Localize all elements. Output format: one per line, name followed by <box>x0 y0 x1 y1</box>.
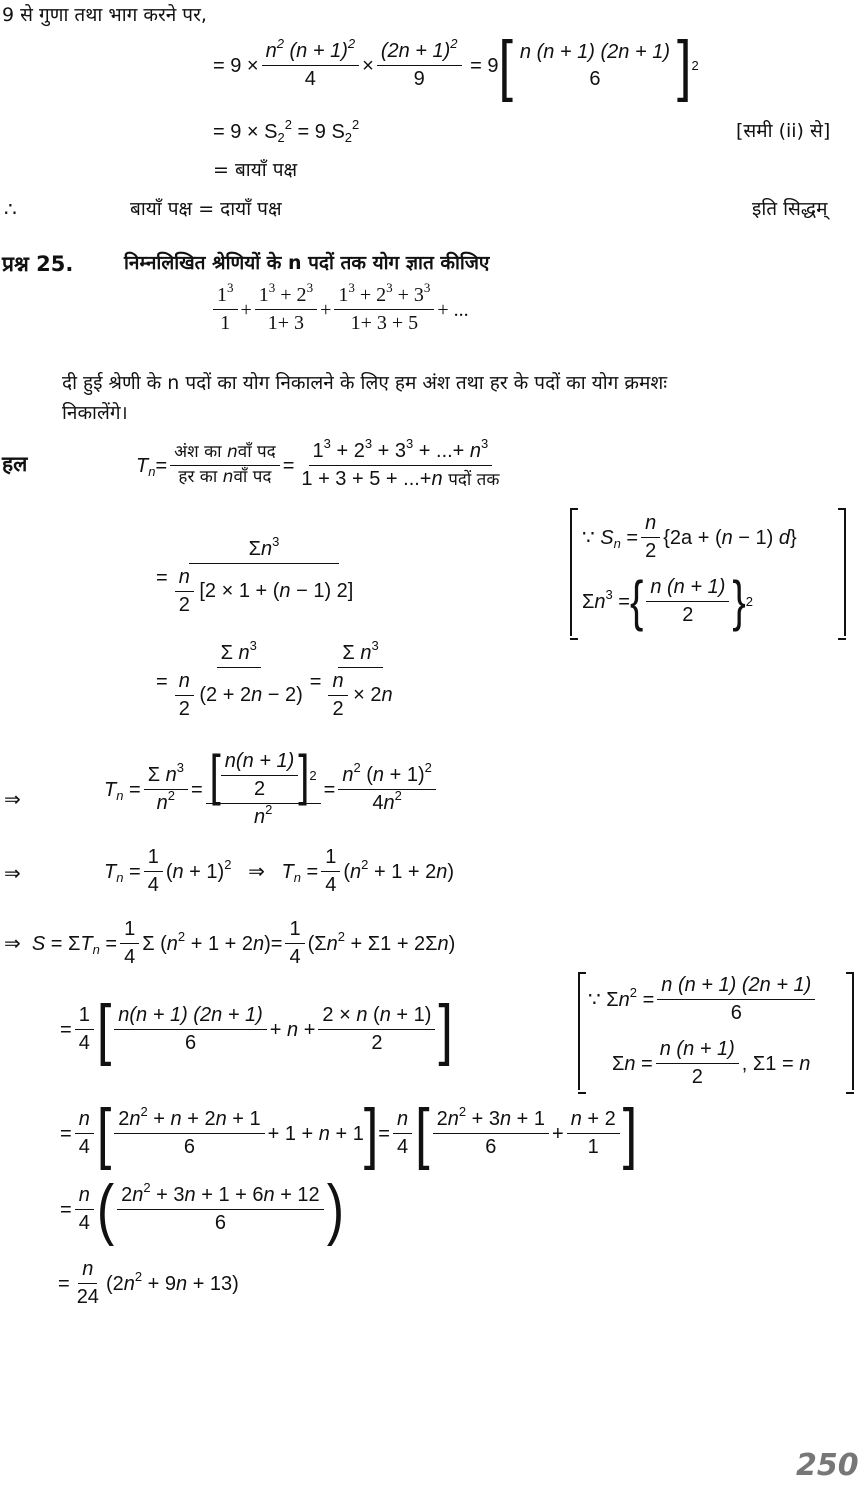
tn-definition: $T_n$ = अंश का nवाँ पद हर का nवाँ पद = $1^3 + 2^3 + 3^3$ + ...+ $n^3$ 1 + 3 + 5 + ...+n पदों तक <box>136 436 500 490</box>
intro-text: 9 से गुणा तथा भाग करने पर, <box>2 4 207 26</box>
step-1: = $\Sigma n^3$ $\frac{n}{2}$ [2 × 1 + (n − 1) 2] <box>156 534 354 616</box>
box1-line-1: ∵ $S_n$ = $\frac{n}{2}$ {2a + (n − 1) d} <box>582 512 797 562</box>
step-8: = $\frac{n}{4}$ ( $2n^2 + 3n + 1 + 6n + 12$ 6 ) <box>60 1171 345 1248</box>
conclusion-line: बायाँ पक्ष = दायाँ पक्ष <box>130 198 282 220</box>
step-7: = $\frac{n}{4}$ [ $2n^2 + n + 2n + 1$ 6 + 1 + n + 1 ] = $\frac{n}{4}$ [ $2n^2 + 3n + 1$ 6 + $\frac{n + 2}{1}$ ] <box>60 1095 638 1172</box>
equation-line-2: = $9 \times S_2^2 = 9$ $S_2^2$ <box>213 117 360 145</box>
box1-line-2: $\Sigma n^3$ = { n (n + 1) 2 } 2 <box>582 570 753 633</box>
therefore-symbol: ∴ <box>4 199 17 221</box>
step-4: $T_n$ = $\frac{1}{4}$ $(n + 1)^2$ ⇒ $T_n$ = $\frac{1}{4}$ $(n^2 + 1 + 2n)$ <box>104 846 455 896</box>
question-series: $1^3$ 1 + $\frac{1^3 + 2^3}{1+ 3}$ + $\frac{1^3 + 2^3 + 3^3}{1+ 3 + 5}$ + ... <box>210 284 469 335</box>
qed-note: इति सिद्धम् <box>752 198 828 220</box>
box2-line-2: Σn = $\frac{n (n + 1)}{2}$ , Σ1 = n <box>612 1038 811 1088</box>
step-3: $T_n$ = $\frac{\Sigma n^3}{n^2}$ = [ n(n + 1) 2 ] 2 $n^2$ = $\frac{n^2 (n + 1)^2}{4n^2}$ <box>104 750 439 829</box>
implies-arrow-2: ⇒ <box>4 863 21 885</box>
step-5: ⇒ $S = \Sigma T_n$ = $\frac{1}{4}$ Σ $(n^2 + 1 + 2n)=$ $\frac{1}{4}$ $(\Sigma n^2 + \Sigma 1 + 2\Sigma n)$ <box>4 918 456 968</box>
box2-line-1: ∵ $\Sigma n^2$ = $\frac{n (n + 1) (2n + 1)}{6}$ <box>588 974 818 1025</box>
page-number: 250 <box>796 1448 859 1483</box>
question-label: प्रश्न 25. <box>2 252 74 276</box>
implies-arrow-1: ⇒ <box>4 789 21 811</box>
step-6: = $\frac{1}{4}$ [ n(n + 1) (2n + 1) 6 + n + $\frac{2 \times n (n + 1)}{2}$ ] <box>60 991 453 1068</box>
final-answer: = $\frac{n}{24}$ $(2n^2 + 9n + 13)$ <box>58 1258 239 1308</box>
solution-label: हल <box>2 452 28 476</box>
question-text: निम्नलिखित श्रेणियों के n पदों तक योग ज्ञात कीजिए <box>124 252 490 274</box>
explain-line-1: दी हुई श्रेणी के n पदों का योग निकालने के लिए हम अंश तथा हर के पदों का योग क्रमशः <box>62 372 668 394</box>
equation-line-3: = बायाँ पक्ष <box>213 159 298 181</box>
equation-line-1: = 9 × $\frac{n^2 (n + 1)^2}{4}$ × $\frac{(2n + 1)^2}{9}$ = 9 [ n (n + 1) (2n + 1) 6 ] 2 <box>213 27 699 104</box>
step-2: = Σ $n^3$ $\frac{n}{2}$ (2 + 2n − 2) = Σ $n^3$ $\frac{n}{2}$ × 2n <box>156 638 393 720</box>
equation-note-1: [समी (ii) से] <box>736 120 831 142</box>
explain-line-2: निकालेंगे। <box>62 402 128 424</box>
